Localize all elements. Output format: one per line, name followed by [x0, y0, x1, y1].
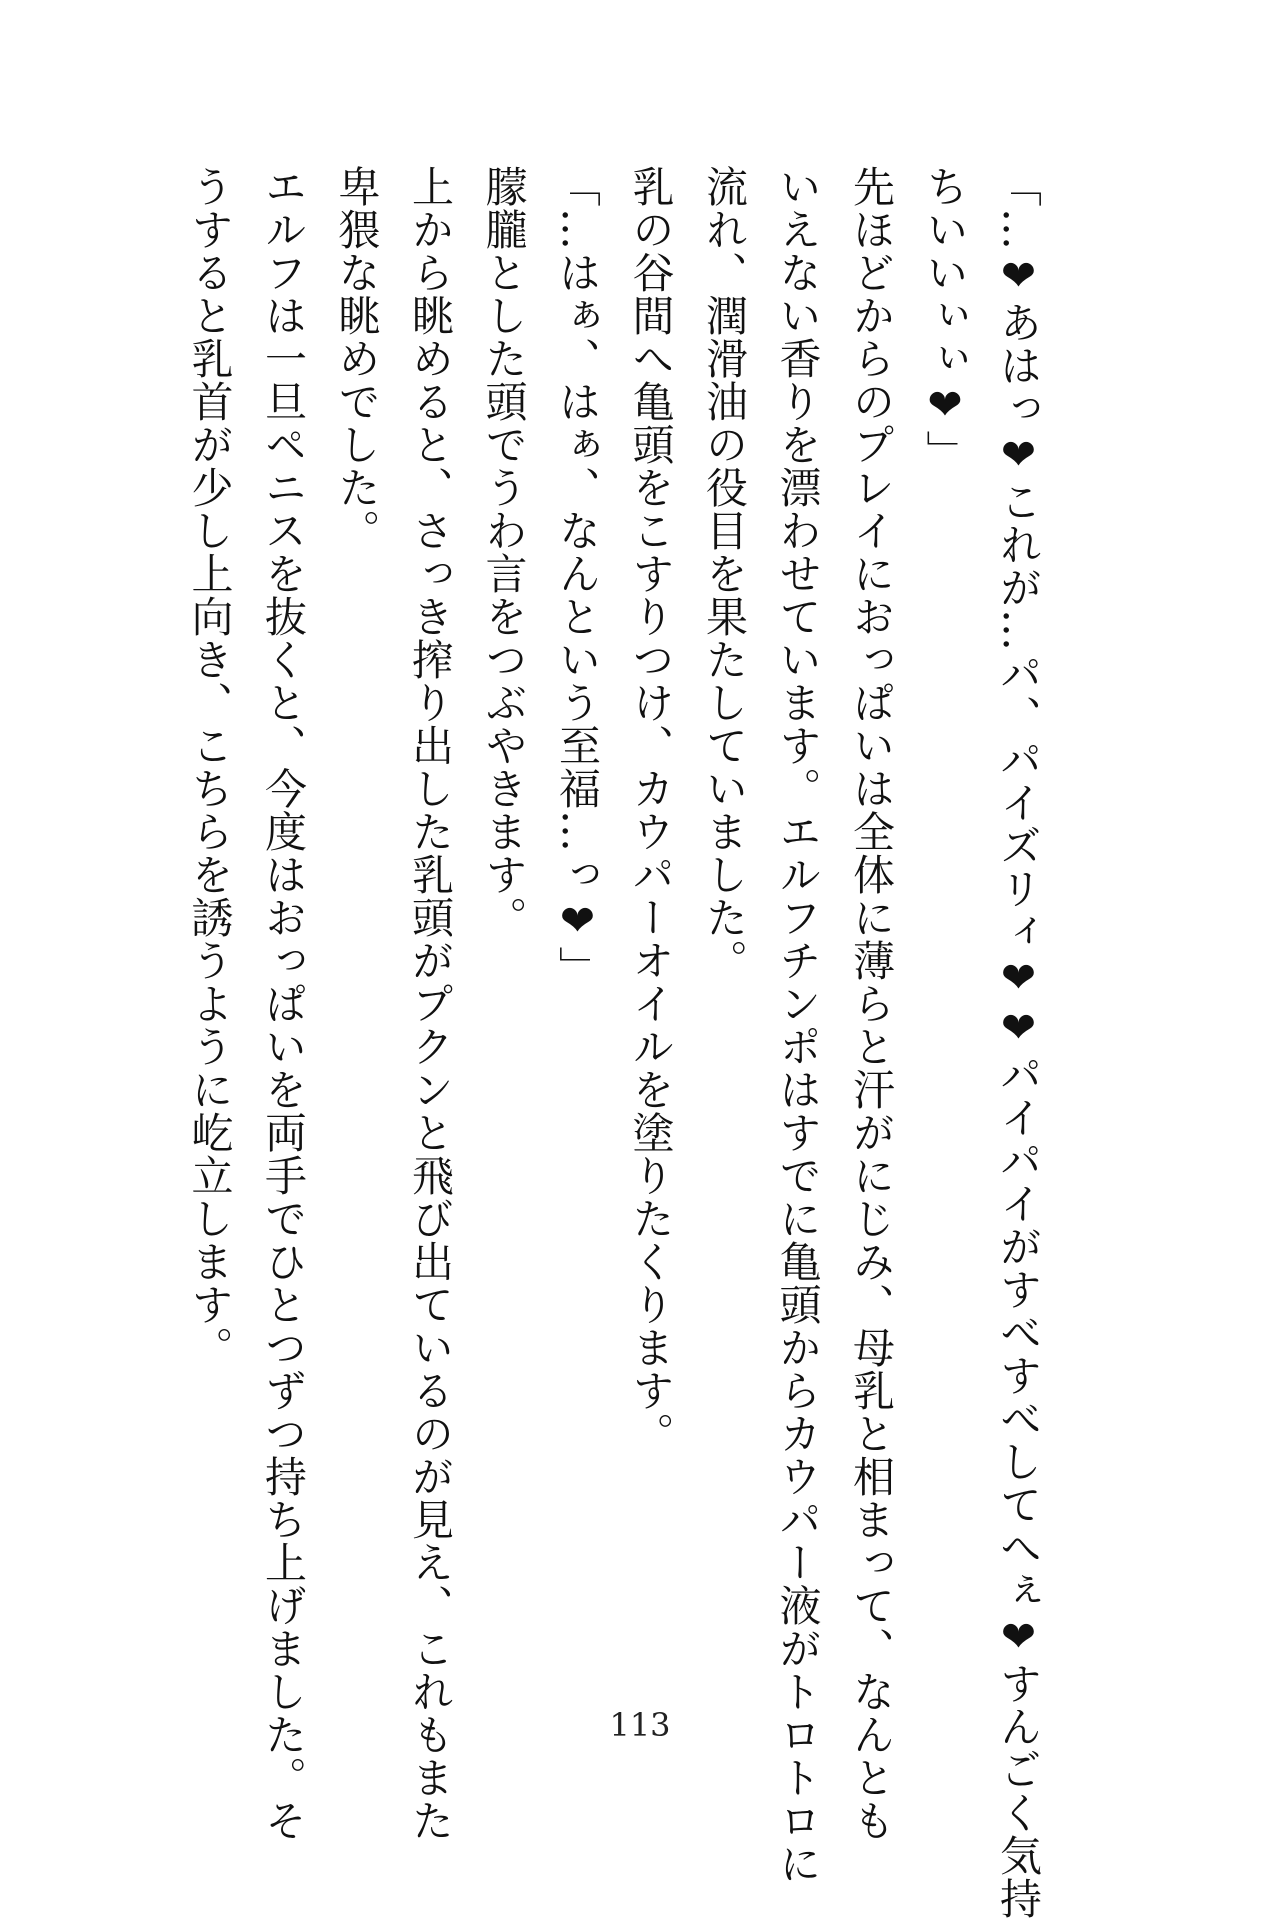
text-line: 流れ、潤滑油の役目を果たしていました。: [700, 165, 749, 982]
text-line: エルフは一旦ペニスを抜くと、今度はおっぱいを両手でひとつずつ持ち上げました。そ: [259, 165, 308, 1842]
text-line: 卑猥な眺めでした。: [332, 165, 382, 552]
text-line: 朦朧とした頭でうわ言をつぶやきます。: [479, 165, 529, 939]
text-line: 先ほどからのプレイにおっぱいは全体に薄らと汗がにじみ、母乳と相まって、なんとも: [847, 165, 896, 1842]
text-line: いえない香りを漂わせています。エルフチンポはすでに亀頭からカウパー液がトロトロに: [773, 165, 823, 1885]
text-line: ちいいぃぃ❤」: [920, 165, 970, 473]
text-line: 乳の谷間へ亀頭をこすりつけ、カウパーオイルを塗りたくります。: [626, 165, 676, 1455]
text-line: 「…❤あはっ❤これが…パ、パイズリィ❤❤パイパイがすべすべしてへぇ❤すんごく気持: [994, 165, 1043, 1920]
text-line: うすると乳首が少し上向き、こちらを誘うように屹立します。: [185, 165, 235, 1369]
text-line: 「…はぁ、はぁ、なんという至福…っ❤」: [553, 165, 602, 989]
text-line: 上から眺めると、さっき搾り出した乳頭がプクンと飛び出ているのが見え、これもまた: [406, 165, 455, 1842]
page-number: 113: [609, 1706, 671, 1744]
